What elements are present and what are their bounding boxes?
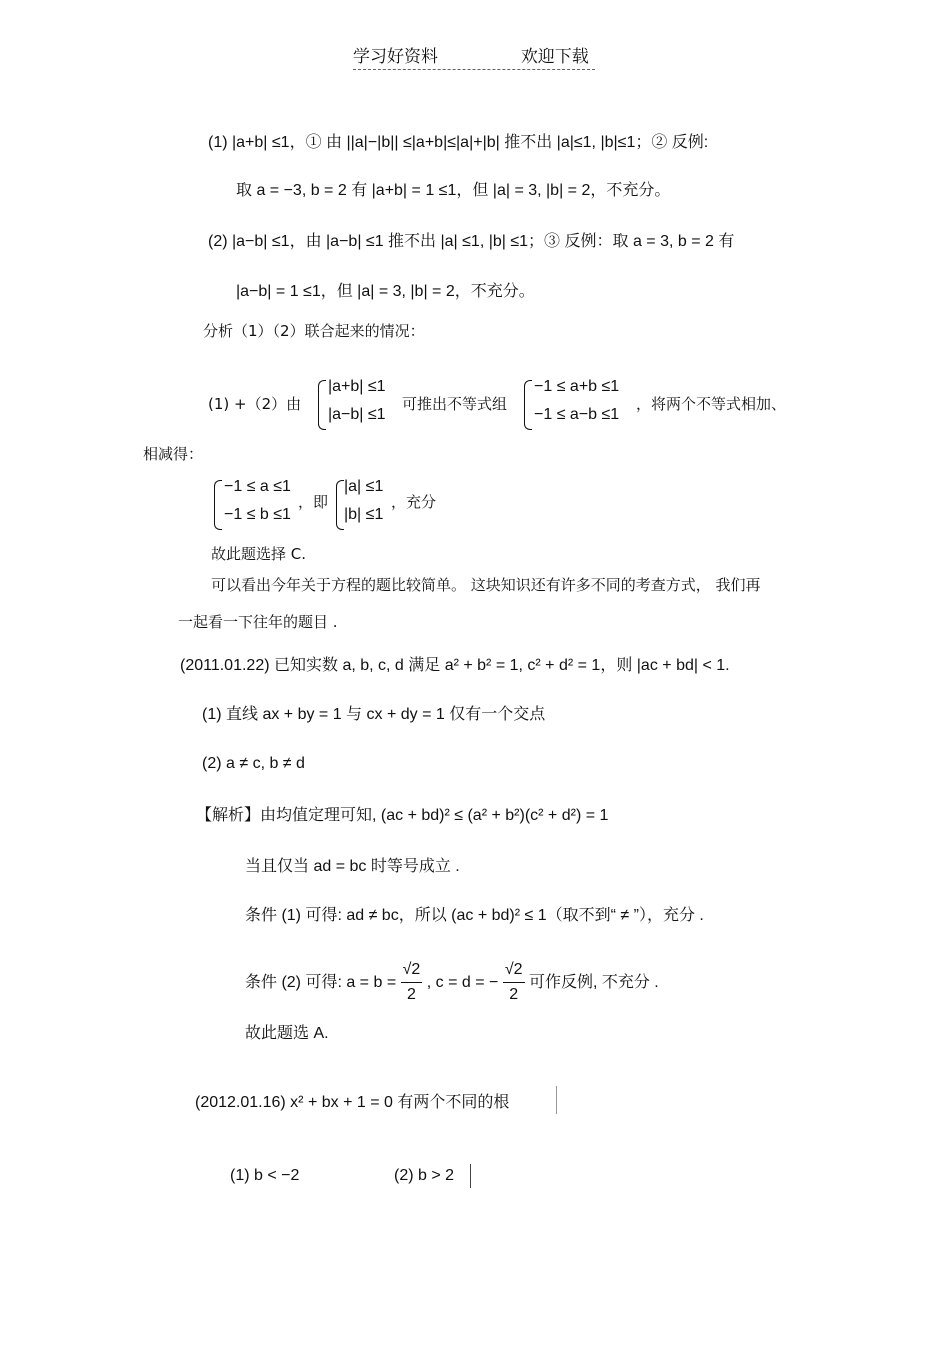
sufficient-text: ，充分: [391, 493, 437, 511]
problem-2011-condition-1: (1) 直线 ax + by = 1 与 cx + dy = 1 仅有一个交点: [202, 706, 546, 723]
system-line: |b| ≤1: [344, 506, 384, 523]
condition-2-mid: , c = d = −: [426, 974, 499, 991]
problem-2012-condition-2: (2) b > 2: [394, 1167, 455, 1184]
fraction-numerator: √2: [401, 958, 423, 983]
system-line: −1 ≤ a ≤1: [224, 478, 291, 495]
analysis-heading: 分析（1）（2）联合起来的情况：: [203, 322, 425, 340]
problem-2012-statement: (2012.01.16) x² + bx + 1 = 0 有两个不同的根: [195, 1094, 510, 1111]
cursor-bar: [470, 1164, 471, 1188]
system-line: |a| ≤1: [344, 478, 384, 495]
condition-1-result: 条件 (1) 可得: ad ≠ bc，所以 (ac + bd)² ≤ 1（取不到“ ≠ ”），充分 .: [245, 907, 704, 924]
fraction-sqrt2-over-2: [401, 958, 423, 1007]
problem-2012-condition-1: (1) b < −2: [230, 1167, 300, 1184]
problem-2011-condition-2: (2) a ≠ c, b ≠ d: [202, 755, 305, 772]
remark-line-2: 一起看一下往年的题目 .: [178, 613, 338, 631]
conclusion-a: 故此题选 A.: [245, 1025, 329, 1042]
page-header: [353, 42, 595, 70]
condition-2-result: [245, 955, 659, 1011]
solution-line-1: (1) |a+b| ≤1，① 由 ||a|−|b|| ≤|a+b|≤|a|+|b| 推不出 |a|≤1, |b|≤1；② 反例:: [208, 134, 709, 151]
condition-2-pre: 条件 (2) 可得: a = b =: [245, 974, 397, 991]
remark-line-1: 可以看出今年关于方程的题比较简单。 这块知识还有许多不同的考查方式， 我们再: [211, 576, 761, 594]
system-line: |a−b| ≤1: [328, 406, 386, 423]
subtract-text: 相减得：: [143, 445, 204, 463]
fraction-sqrt2-over-2: [503, 958, 525, 1007]
fraction-denominator: 2: [509, 986, 519, 1004]
equality-condition: 当且仅当 ad = bc 时等号成立 .: [245, 858, 460, 875]
problem-2011-statement: (2011.01.22) 已知实数 a, b, c, d 满足 a² + b² = 1, c² + d² = 1，则 |ac + bd| < 1.: [180, 657, 730, 674]
fraction-denominator: 2: [407, 986, 416, 1004]
conclusion-c: 故此题选择 C.: [211, 545, 307, 563]
condition-2-post: 可作反例, 不充分 .: [528, 974, 659, 991]
combined-intro: (1) +（2）由: [208, 395, 302, 413]
system-line: −1 ≤ b ≤1: [224, 506, 291, 523]
system-line: −1 ≤ a−b ≤1: [534, 406, 620, 423]
analysis-intro: 【解析】由均值定理可知, (ac + bd)² ≤ (a² + b²)(c² + d²) = 1: [196, 807, 609, 824]
header-left: 学习好资料: [353, 47, 438, 67]
solution-line-3: (2) |a−b| ≤1，由 |a−b| ≤1 推不出 |a| ≤1, |b| ≤1；③ 反例：取 a = 3, b = 2 有: [208, 233, 735, 250]
fraction-numerator: √2: [503, 958, 525, 983]
system-line: −1 ≤ a+b ≤1: [534, 378, 620, 395]
header-right: 欢迎下载: [520, 47, 589, 67]
margin-divider: [556, 1086, 557, 1114]
system-line: |a+b| ≤1: [328, 378, 386, 395]
namely-text: ，即: [298, 493, 329, 511]
solution-line-2: 取 a = −3, b = 2 有 |a+b| = 1 ≤1，但 |a| = 3, |b| = 2，不充分。: [236, 182, 671, 199]
combined-post-text: ，将两个不等式相加、: [636, 395, 787, 413]
combined-mid-text: 可推出不等式组: [402, 395, 508, 413]
solution-line-4: |a−b| = 1 ≤1，但 |a| = 3, |b| = 2，不充分。: [236, 283, 535, 300]
